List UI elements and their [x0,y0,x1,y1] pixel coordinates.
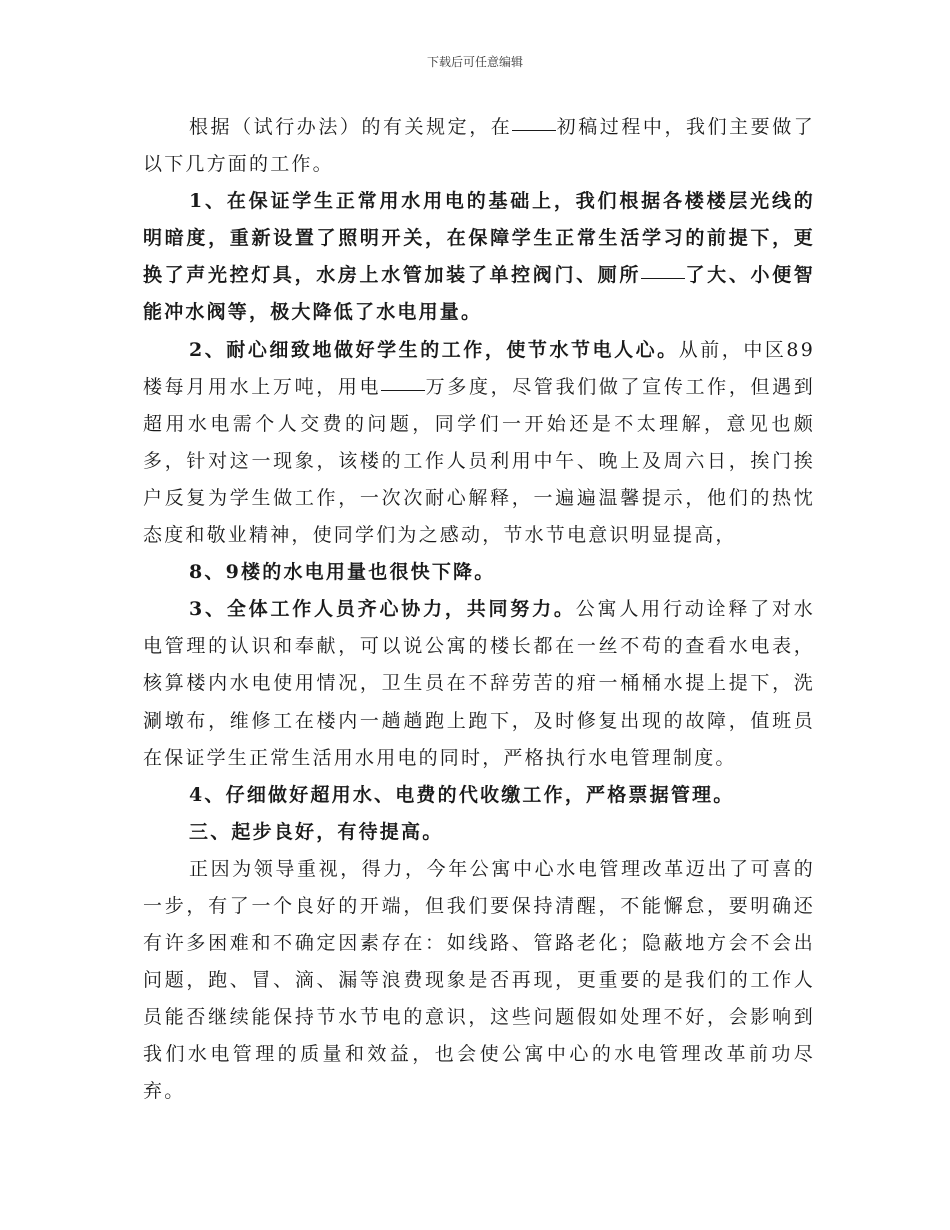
paragraph-item-3 [143,591,815,776]
document-body [143,109,815,1111]
section-heading-3: 三、起步良好，有待提高。 [189,820,444,843]
page-header: 下载后可任意编辑 [426,55,523,69]
item-1-text-a: 1、在保证学生正常用水用电的基础上，我们根据各楼楼层光线的明暗度，重新设置了照明开关，在保障学生正常生活学习的前提下，更换了声光控灯具，水房上水管加装了单控阀门、厕所 [143,190,815,287]
item-2-heading: 2、耐心细致地做好学生的工作，使节水节电人心。 [189,338,679,361]
paragraph-item-1 [143,183,815,331]
item-2-text-b: 万多度，尽管我们做了宣传工作，但遇到超用水电需个人交费的问题，同学们一开始还是不太理解，意见也颇多，针对这一现象，该楼的工作人员利用中午、晚上及周六日，挨门挨户反复为学生做工作，一次次耐心解释，一遍遍温馨提示，他们的热忱态度和敬业精神，使同学们为之感动，节水节电意识明显提高， [143,375,815,547]
blank-line [641,277,685,279]
item-3-heading: 3、全体工作人员齐心协力，共同努力。 [189,598,576,621]
intro-text-a: 根据（试行办法）的有关规定，在 [189,116,513,138]
paragraph-item-2-continuation: 8、9楼的水电用量也很快下降。 [189,561,496,584]
intro-text-b: 初稿过程中，我们主要做了以下几方面的工作。 [143,116,815,176]
item-1-text-b: 了大、小便智能冲水阀等，极大降低了水电用量。 [143,264,815,324]
paragraph-conclusion: 正因为领导重视，得力，今年公寓中心水电管理改革迈出了可喜的一步，有了一个良好的开端，但我们要保持清醒，不能懈怠，要明确还有许多困难和不确定因素存在：如线路、管路老化；隐蔽地方会不会出问题，跑、冒、滴、漏等浪费现象是否再现，更重要的是我们的工作人员能否继续能保持节水节电的意识，这些问题假如处理不好，会影响到我们水电管理的质量和效益，也会使公寓中心的水电管理改革前功尽弃。 [143,857,815,1103]
blank-line [381,389,425,391]
item-2-text-a: 从前，中区89楼每月用水上万吨，用电 [143,338,815,398]
item-3-text: 公寓人用行动诠释了对水电管理的认识和奉献，可以说公寓的楼长都在一丝不苟的查看水电表，核算楼内水电使用情况，卫生员在不辞劳苦的疳一桶桶水提上提下，洗涮墩布，维修工在楼内一趟趟跑上跑下，及时修复出现的故障，值班员在保证学生正常生活用水用电的同时，严格执行水电管理制度。 [143,598,815,769]
paragraph-intro [143,109,815,183]
paragraph-item-2 [143,332,815,555]
paragraph-item-4: 4、仔细做好超用水、电费的代收缴工作，严格票据管理。 [189,783,735,806]
blank-line [512,129,556,131]
